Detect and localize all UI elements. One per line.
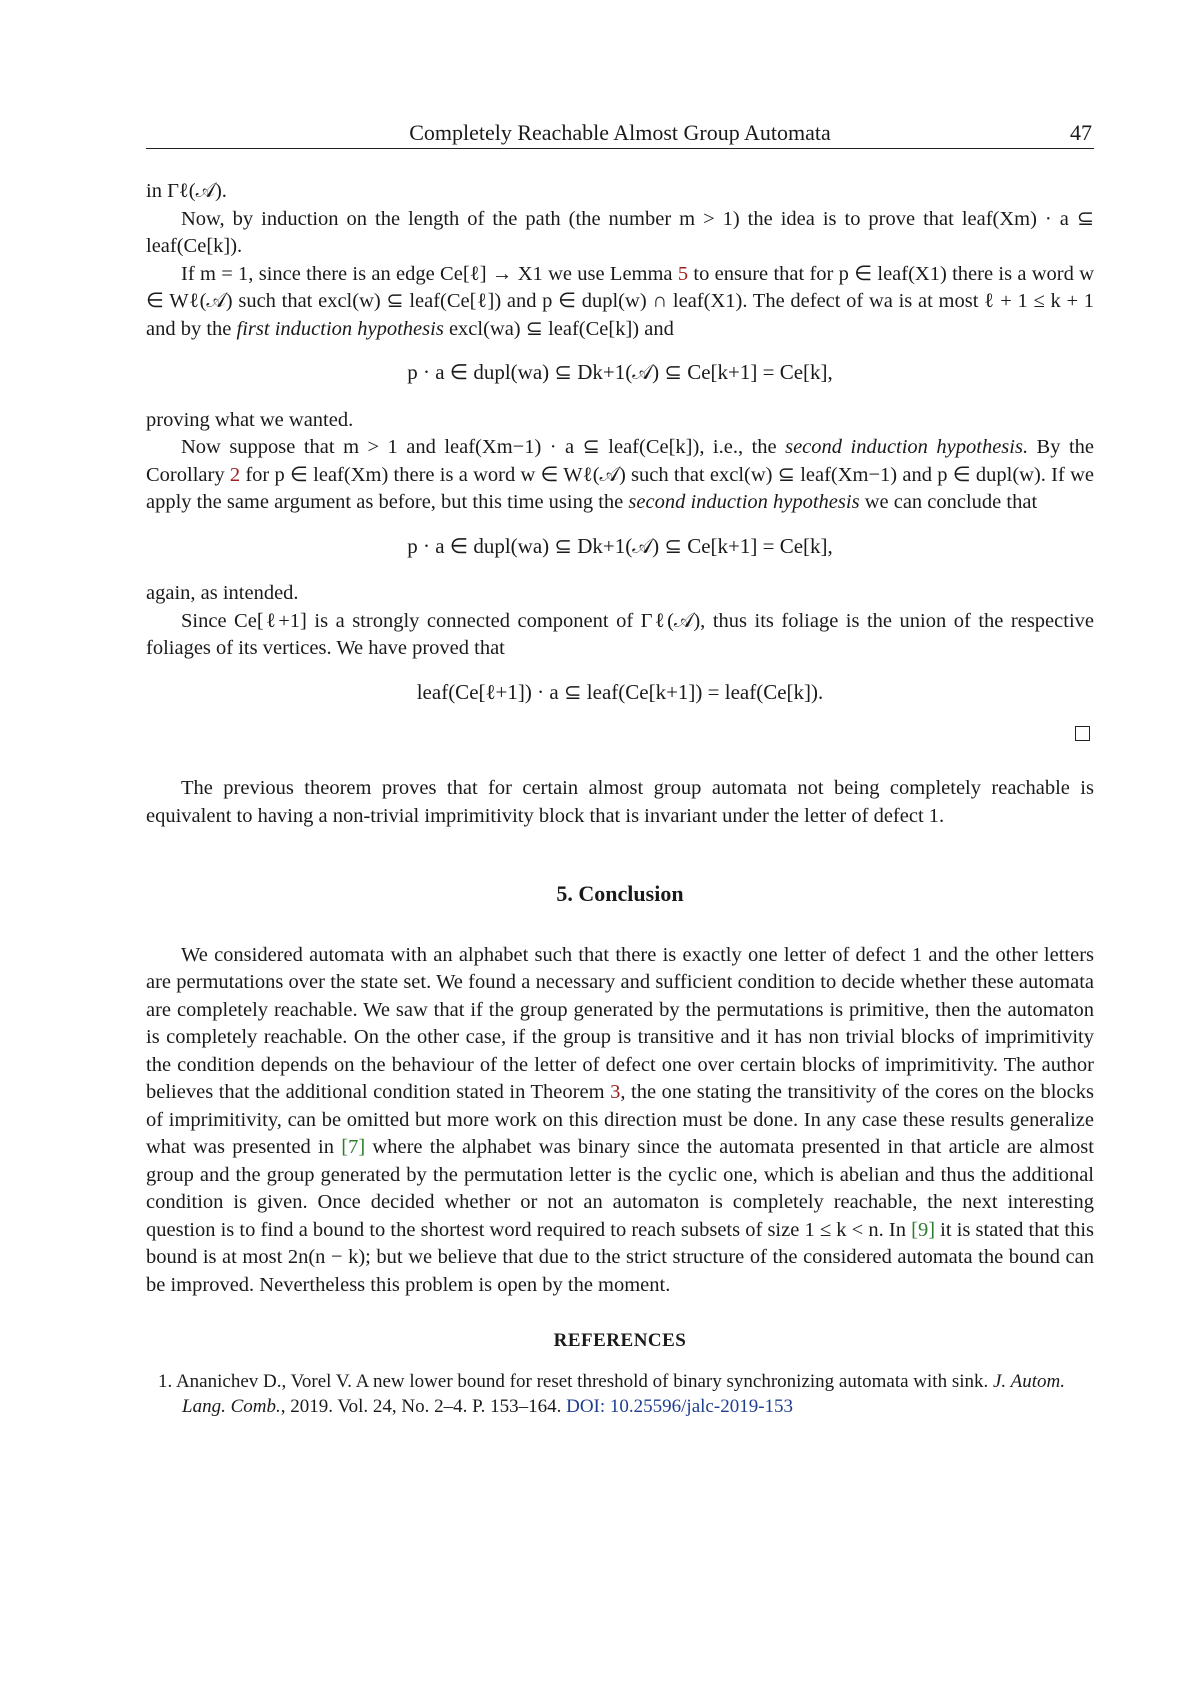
summary-paragraph: The previous theorem proves that for certain almost group automata not being completely reachable is equivalent to having a non-trivial imprimitivity block that is invariant under the letter of defect 1. [146, 775, 1094, 830]
corollary-reference-link[interactable]: 2 [230, 464, 240, 486]
display-equation-2: p · a ∈ dupl(wa) ⊆ Dk+1(𝒜) ⊆ Ce[k+1] = Ce[k], [146, 533, 1094, 561]
lemma-reference-link[interactable]: 5 [678, 263, 688, 285]
reference-number: 1. [158, 1371, 172, 1392]
reference-authors-title: Ananichev D., Vorel V. A new lower bound for reset threshold of binary synchronizing automata with sink. [176, 1371, 993, 1392]
reference-journal: J. Autom. Lang. Comb. [182, 1371, 1065, 1417]
proof-fragment: in Γℓ(𝒜). [146, 178, 1094, 206]
text-run: Now suppose that m > 1 and leaf(Xm−1) · a ⊆ leaf(Ce[k]), i.e., the [181, 436, 785, 458]
reference-item [146, 1369, 1094, 1419]
citation-link-9[interactable]: [9] [911, 1219, 935, 1241]
paper-page [0, 0, 1200, 1698]
section-heading-conclusion: 5. Conclusion [146, 880, 1094, 908]
emphasis: first induction hypothesis [237, 318, 444, 340]
text-run: If m = 1, since there is an edge Ce[ℓ] → X1 we use Lemma [181, 263, 678, 285]
proof-paragraph-inductive-step [146, 434, 1094, 517]
spacer [146, 741, 1094, 775]
text-run: it is stated that this bound is at most 2n(n − k); but we believe that due to the strict structure of the considered automata the bound can be improved. Nevertheless this problem is open by the moment. [146, 1219, 1094, 1296]
running-header [146, 118, 1094, 149]
theorem-reference-link[interactable]: 3 [610, 1081, 620, 1103]
display-equation-1: p · a ∈ dupl(wa) ⊆ Dk+1(𝒜) ⊆ Ce[k+1] = Ce[k], [146, 359, 1094, 387]
page-number: 47 [1070, 120, 1092, 146]
emphasis: second induction hypothesis [628, 491, 859, 513]
proof-paragraph-base-case [146, 261, 1094, 344]
proof-paragraph-induction: Now, by induction on the length of the path (the number m > 1) the idea is to prove that leaf(Xm) · a ⊆ leaf(Ce[k]). [146, 206, 1094, 261]
reference-details: , 2019. Vol. 24, No. 2–4. P. 153–164. [281, 1396, 566, 1417]
conclusion-paragraph [146, 942, 1094, 1300]
text-run: excl(wa) ⊆ leaf(Ce[k]) and [444, 318, 674, 340]
text-run: for p ∈ leaf(Xm) there is a word w ∈ Wℓ(𝒜) such that excl(w) ⊆ leaf(Xm−1) and p ∈ dupl(w). If we apply the same argument as before, but this time using the [146, 464, 1094, 514]
running-title: Completely Reachable Almost Group Automata [146, 120, 1094, 146]
qed-square-icon [1075, 726, 1090, 741]
proof-fragment: proving what we wanted. [146, 407, 1094, 435]
doi-link[interactable]: DOI: 10.25596/jalc-2019-153 [566, 1396, 793, 1417]
text-run: , the one stating the transitivity of the cores on the blocks of imprimitivity, can be omitted but more work on this direction must be done. In any case these results generalize what was presented in [146, 1081, 1094, 1158]
text-run: where the alphabet was binary since the automata presented in that article are almost group and the group generated by the permutation letter is the cyclic one, which is abelian and thus the additional condition is given. Once decided whether or not an automaton is completely reachable, the next interesting question is to find a bound to the shortest word required to reach subsets of size 1 ≤ k < n. In [146, 1136, 1094, 1241]
proof-fragment: again, as intended. [146, 580, 1094, 608]
emphasis: second induction hypothesis. [785, 436, 1028, 458]
references-heading: REFERENCES [146, 1327, 1094, 1355]
citation-link-7[interactable]: [7] [341, 1136, 365, 1158]
text-run: to ensure that for p ∈ leaf(X1) there is a word w ∈ Wℓ(𝒜) such that excl(w) ⊆ leaf(Ce[ℓ]) and p ∈ dupl(w) ∩ leaf(X1). The defect of wa is at most ℓ + 1 ≤ k + 1 and by the [146, 263, 1094, 340]
text-run: we can conclude that [860, 491, 1038, 513]
display-equation-3: leaf(Ce[ℓ+1]) · a ⊆ leaf(Ce[k+1]) = leaf(Ce[k]). [146, 679, 1094, 707]
page-body [146, 178, 1094, 1419]
text-run: By the Corollary [146, 436, 1094, 486]
text-run: We considered automata with an alphabet such that there is exactly one letter of defect 1 and the other letters are permutations over the state set. We found a necessary and sufficient condition to decide whether these automata are completely reachable. We saw that if the group generated by the permutations is primitive, then the automaton is completely reachable. On the other case, if the group is transitive and it has non trivial blocks of imprimitivity the condition depends on the behaviour of the letter of defect one over certain blocks of imprimitivity. The author believes that the additional condition stated in Theorem [146, 944, 1094, 1104]
proof-paragraph-foliage: Since Ce[ℓ+1] is a strongly connected component of Γℓ(𝒜), thus its foliage is the union of the respective foliages of its vertices. We have proved that [146, 608, 1094, 663]
